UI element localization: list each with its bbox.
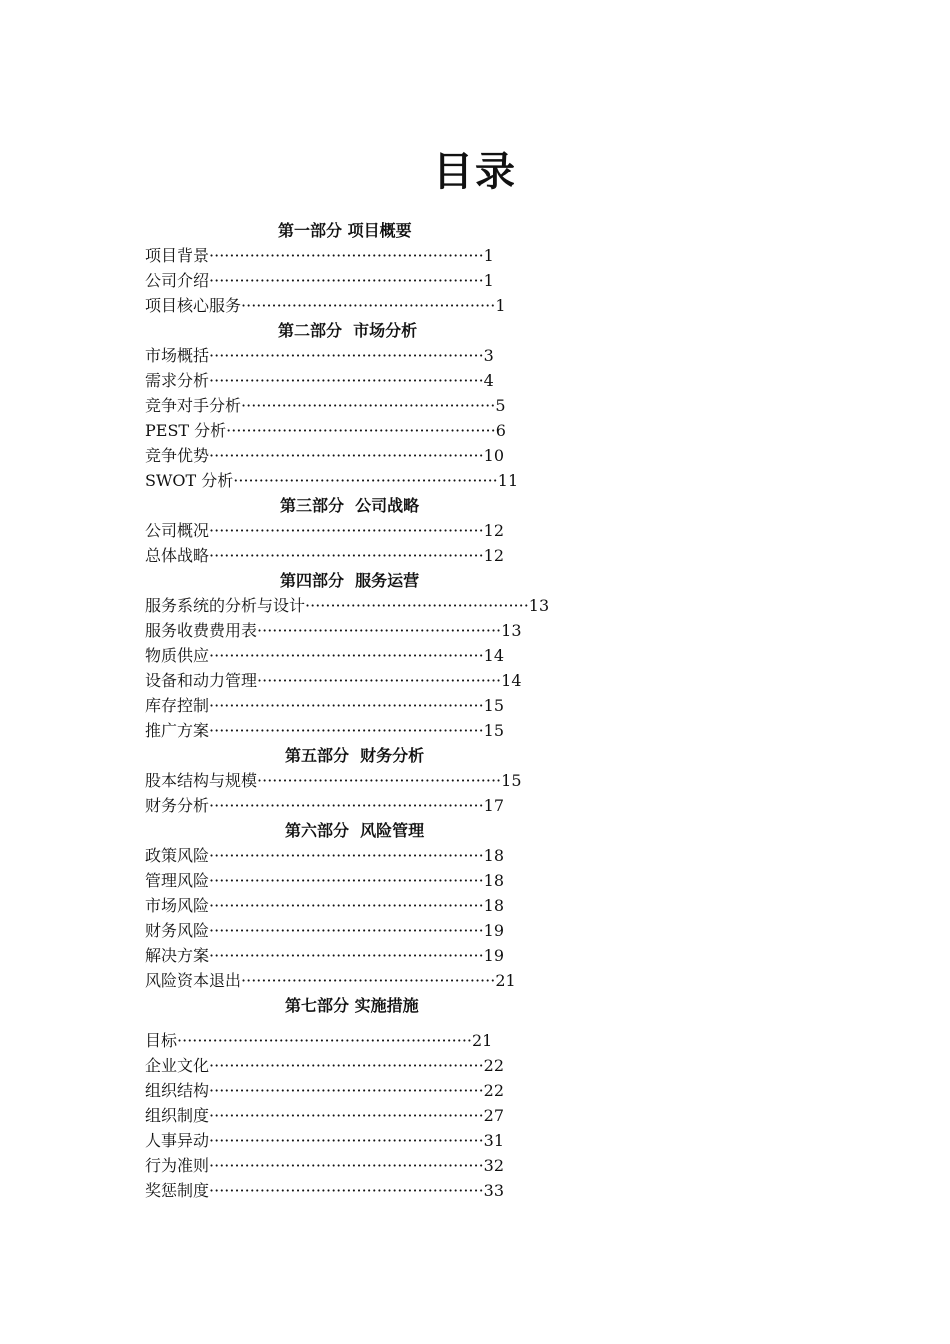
toc-page-number: 6 [495, 421, 506, 440]
toc-entry-label: 项目背景 [145, 246, 210, 265]
toc-entry[interactable] [145, 1178, 645, 1203]
toc-leader-dots: ······················································ [209, 346, 484, 365]
toc-entry[interactable] [145, 868, 645, 893]
toc-section-heading: 第七部分 实施措施 [285, 996, 419, 1015]
toc-page-number: 21 [495, 971, 516, 990]
toc-entry[interactable] [145, 268, 645, 293]
toc-page-number: 3 [483, 346, 494, 365]
toc-page-number: 18 [483, 871, 505, 890]
toc-leader-dots: ······················································ [209, 521, 484, 540]
toc-page-number: 5 [495, 396, 506, 415]
toc-page-number: 14 [501, 671, 522, 690]
toc-entry-label: 管理风险 [145, 871, 210, 890]
toc-entry-label: 组织制度 [145, 1106, 210, 1125]
toc-entry-label: 推广方案 [145, 721, 210, 740]
toc-entry-label: 市场风险 [145, 896, 210, 915]
toc-leader-dots: ·························································· [177, 1031, 472, 1050]
toc-leader-dots: ······················································ [209, 446, 484, 465]
toc-entry-label: 股本结构与规模 [145, 771, 258, 790]
toc-page-number: 18 [483, 896, 505, 915]
toc-entry[interactable] [145, 368, 645, 393]
toc-entry-label: SWOT 分析 [145, 471, 234, 490]
toc-entry[interactable] [145, 918, 645, 943]
toc-entry[interactable] [145, 843, 645, 868]
toc-leader-dots: ······················································ [209, 721, 484, 740]
toc-entry-label: 项目核心服务 [145, 296, 242, 315]
toc-entry[interactable] [145, 1078, 645, 1103]
toc-leader-dots: ······················································ [209, 796, 484, 815]
toc-entry[interactable] [145, 343, 645, 368]
toc-leader-dots: ············································ [305, 596, 529, 615]
toc-entry-label: 总体战略 [145, 546, 210, 565]
toc-leader-dots: ······················································ [209, 371, 484, 390]
toc-entry-label: 竞争对手分析 [145, 396, 242, 415]
toc-entry[interactable] [145, 543, 645, 568]
toc-page-number: 15 [501, 771, 522, 790]
toc-entry[interactable] [145, 968, 645, 993]
toc-entry-label: 组织结构 [145, 1081, 210, 1100]
toc-leader-dots: ······················································ [209, 946, 484, 965]
toc-page-number: 1 [483, 271, 494, 290]
toc-leader-dots: ······················································ [209, 546, 484, 565]
toc-entry[interactable] [145, 293, 645, 318]
toc-entry[interactable] [145, 1103, 645, 1128]
toc-entry-label: 公司概况 [145, 521, 210, 540]
toc-entry-label: 需求分析 [145, 371, 210, 390]
toc-entry[interactable] [145, 1028, 645, 1053]
toc-entry-label: 行为准则 [145, 1156, 210, 1175]
toc-page-number: 32 [483, 1156, 505, 1175]
toc-section-heading: 第一部分 项目概要 [278, 221, 412, 240]
toc-leader-dots: ················································ [257, 771, 502, 790]
toc-page-number: 21 [472, 1031, 493, 1050]
toc-page-number: 4 [483, 371, 494, 390]
toc-leader-dots: ······················································ [209, 271, 484, 290]
toc-page-number: 15 [483, 696, 505, 715]
toc-entry[interactable] [145, 668, 645, 693]
toc-entry-label: 库存控制 [145, 696, 210, 715]
toc-entry-label: 服务系统的分析与设计 [145, 596, 306, 615]
toc-section-heading: 第二部分 市场分析 [278, 321, 418, 340]
toc-entry[interactable] [145, 1128, 645, 1153]
toc-leader-dots: ·················································· [241, 296, 496, 315]
toc-entry-label: 奖惩制度 [145, 1181, 210, 1200]
toc-entry[interactable] [145, 793, 645, 818]
toc-leader-dots: ······················································ [209, 1181, 484, 1200]
toc-leader-dots: ······················································ [209, 1106, 484, 1125]
toc-entry[interactable] [145, 418, 645, 443]
toc-entry-label: 风险资本退出 [145, 971, 242, 990]
toc-entry[interactable] [145, 893, 645, 918]
toc-page-number: 12 [483, 546, 505, 565]
toc-page-number: 13 [501, 621, 522, 640]
toc-section-heading: 第三部分 公司战略 [280, 496, 420, 515]
toc-leader-dots: ······················································ [209, 1056, 484, 1075]
toc-entry-label: 财务分析 [145, 796, 210, 815]
toc-page-number: 19 [483, 946, 505, 965]
toc-leader-dots: ······················································ [209, 1156, 484, 1175]
toc-page-number: 1 [483, 246, 494, 265]
toc-entry-label: 市场概括 [145, 346, 210, 365]
toc-entry-label: 竞争优势 [145, 446, 210, 465]
toc-page-number: 1 [495, 296, 506, 315]
toc-section-heading: 第六部分 风险管理 [285, 821, 425, 840]
section-gap [145, 1018, 645, 1028]
toc-page-number: 15 [483, 721, 505, 740]
toc-leader-dots: ······················································ [209, 696, 484, 715]
toc-entry[interactable] [145, 618, 645, 643]
toc-leader-dots: ······················································ [209, 646, 484, 665]
toc-page-number: 10 [483, 446, 505, 465]
toc-entry-label: 财务风险 [145, 921, 210, 940]
toc-leader-dots: ······················································ [209, 1131, 484, 1150]
toc-entry[interactable] [145, 393, 645, 418]
toc-leader-dots: ····················································· [226, 421, 496, 440]
toc-entry[interactable] [145, 243, 645, 268]
toc-page-number: 22 [483, 1081, 505, 1100]
page-title: 目录 [433, 148, 517, 195]
toc-entry-label: 物质供应 [145, 646, 210, 665]
toc-entry[interactable] [145, 768, 645, 793]
toc-entry-label: PEST 分析 [145, 421, 227, 440]
toc-entry[interactable] [145, 1053, 645, 1078]
table-of-contents [145, 218, 645, 1203]
toc-leader-dots: ················································ [257, 671, 502, 690]
toc-page-number: 19 [483, 921, 505, 940]
toc-entry-label: 服务收费费用表 [145, 621, 258, 640]
toc-leader-dots: ···················································· [233, 471, 498, 490]
toc-entry-label: 解决方案 [145, 946, 210, 965]
toc-entry-label: 人事异动 [145, 1131, 210, 1150]
toc-entry[interactable] [145, 943, 645, 968]
toc-leader-dots: ······················································ [209, 846, 484, 865]
toc-page-number: 14 [483, 646, 505, 665]
toc-page-number: 18 [483, 846, 505, 865]
toc-entry-label: 企业文化 [145, 1056, 210, 1075]
toc-entry[interactable] [145, 443, 645, 468]
toc-page-number: 17 [483, 796, 505, 815]
toc-page-number: 12 [483, 521, 505, 540]
toc-page-number: 22 [483, 1056, 505, 1075]
toc-leader-dots: ······················································ [209, 246, 484, 265]
toc-leader-dots: ······················································ [209, 896, 484, 915]
toc-entry[interactable] [145, 718, 645, 743]
toc-section-heading: 第四部分 服务运营 [280, 571, 420, 590]
toc-leader-dots: ······················································ [209, 921, 484, 940]
toc-leader-dots: ······················································ [209, 1081, 484, 1100]
toc-page-number: 27 [483, 1106, 505, 1125]
toc-page-number: 31 [483, 1131, 505, 1150]
toc-entry[interactable] [145, 593, 645, 618]
toc-entry-label: 设备和动力管理 [145, 671, 258, 690]
toc-leader-dots: ················································ [257, 621, 502, 640]
toc-entry-label: 目标 [145, 1031, 178, 1050]
toc-leader-dots: ·················································· [241, 396, 496, 415]
toc-page-number: 13 [528, 596, 550, 615]
toc-entry-label: 公司介绍 [145, 271, 210, 290]
toc-entry[interactable] [145, 518, 645, 543]
toc-leader-dots: ·················································· [241, 971, 496, 990]
toc-entry[interactable] [145, 468, 645, 493]
toc-entry[interactable] [145, 693, 645, 718]
toc-entry[interactable] [145, 1153, 645, 1178]
toc-entry[interactable] [145, 643, 645, 668]
toc-leader-dots: ······················································ [209, 871, 484, 890]
toc-page-number: 11 [497, 471, 519, 490]
toc-section-heading: 第五部分 财务分析 [285, 746, 425, 765]
toc-entry-label: 政策风险 [145, 846, 210, 865]
toc-page-number: 33 [483, 1181, 505, 1200]
